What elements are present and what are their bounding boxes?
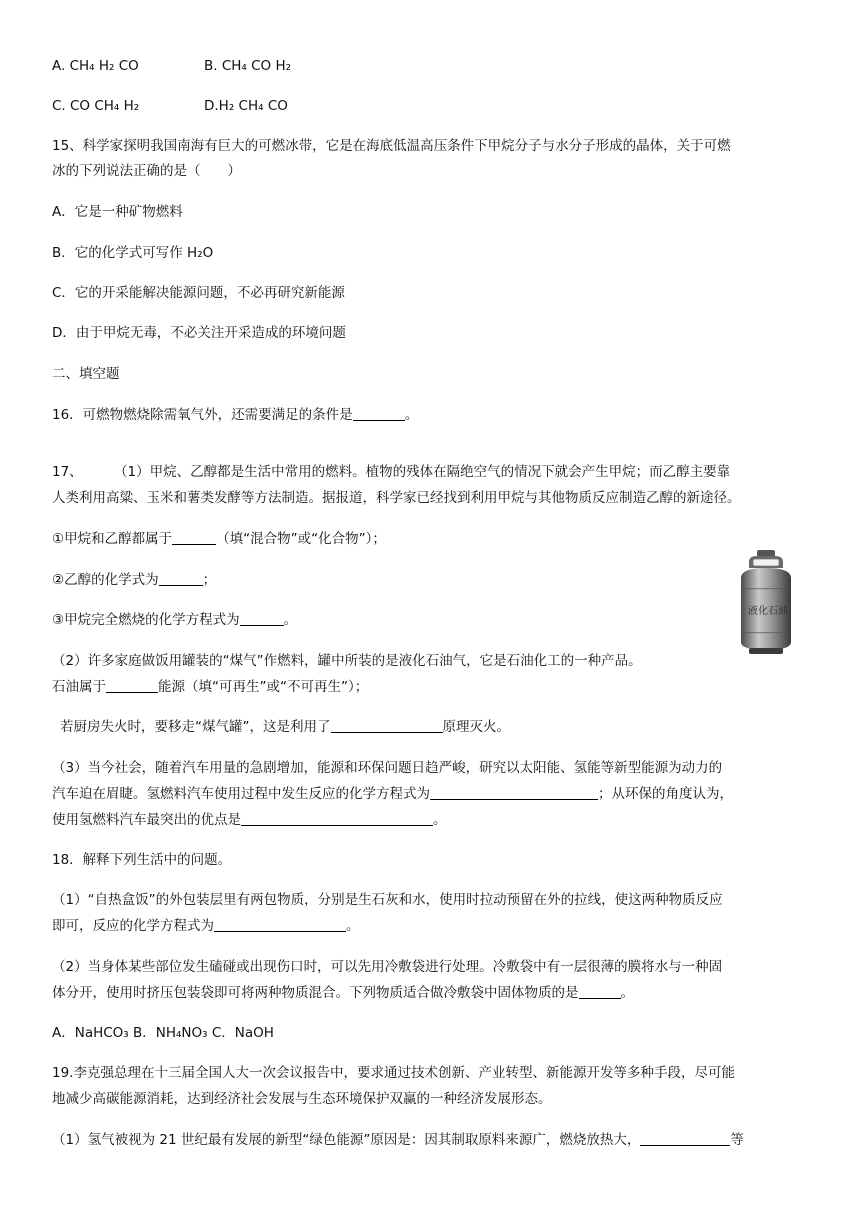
q17-p3-line-3: [52, 810, 447, 830]
q17-p3-line-2: [52, 784, 733, 804]
q15-stem-line-1: 15、科学家探明我国南海有巨大的可燃冰带，它是在海底低温高压条件下甲烷分子与水分子形成的晶体，关于可燃: [52, 138, 731, 154]
q19-stem-line-2: 地减少高碳能源消耗，达到经济社会发展与生态环境保护双赢的一种经济发展形态。: [52, 1091, 552, 1107]
q17-p2-blank-2[interactable]: [331, 718, 443, 733]
q16-text-end: 。: [404, 407, 419, 423]
q17-s3-text-end: 。: [283, 612, 298, 628]
q17-s2-text-end: ；: [202, 572, 217, 588]
q17-p2-line-3-text: 若厨房失火时，要移走“煤气罐”，这是利用了: [60, 719, 331, 735]
q17-p3-line-3-text-end: 。: [433, 812, 447, 828]
canister-label: 液化石油: [748, 606, 788, 617]
q14-options-row-1: [52, 56, 291, 76]
q18-p2-line-2-text: 体分开，使用时挤压包装袋即可将两种物质混合。下列物质适合做冷敷袋中固体物质的是: [52, 985, 579, 1001]
q17-s3-blank[interactable]: [240, 611, 284, 626]
q14-option-b: B. CH₄ CO H₂: [204, 58, 292, 74]
q19-p1: [52, 1130, 744, 1150]
q17-p2-line-3-text-end: 原理灭火。: [442, 719, 510, 735]
q14-option-d: D.H₂ CH₄ CO: [204, 98, 288, 114]
q17-p3-line-3-text: 使用氢燃料汽车最突出的优点是: [52, 812, 241, 828]
q18-p2-line-2: [52, 983, 634, 1003]
q19-p1-text-end: 等: [730, 1132, 744, 1148]
q14-options-row-2: [52, 96, 288, 116]
q19-p1-blank[interactable]: [640, 1131, 730, 1146]
q18-p1-line-2-text: 即可，反应的化学方程式为: [52, 918, 214, 934]
q17-p3-blank-2[interactable]: [241, 811, 433, 826]
q17-p3-blank-1[interactable]: [430, 785, 598, 800]
q18-p1-line-2: [52, 916, 360, 936]
q18-p1-line-1: （1）“自热盒饭”的外包装层里有两包物质，分别是生石灰和水，使用时拉动预留在外的拉线，使这两种物质反应: [52, 892, 723, 908]
q14-option-c: C. CO CH₄ H₂: [52, 98, 140, 114]
q17-s2-blank[interactable]: [159, 571, 203, 586]
q16: [52, 405, 418, 425]
q15-stem-line-2: 冰的下列说法正确的是（ ）: [52, 163, 241, 179]
q17-s2-text: ②乙醇的化学式为: [52, 572, 159, 588]
q17-p2-line-2-text: 石油属于: [52, 679, 106, 695]
section-title: 二、填空题: [52, 366, 120, 382]
q17-p1-text: （1）甲烷、乙醇都是生活中常用的燃料。植物的残体在隔绝空气的情况下就会产生甲烷；而乙醇主要靠: [114, 464, 731, 480]
q16-answer-blank[interactable]: [353, 406, 405, 421]
q18-p1-line-2-text-end: 。: [346, 918, 360, 934]
q15-option-d: D．由于甲烷无毒，不必关注开采造成的环境问题: [52, 325, 346, 341]
q15-option-c: C．它的开采能解决能源问题，不必再研究新能源: [52, 285, 345, 301]
q17-p2-line-2-text-end: 能源（填“可再生”或“不可再生”）；: [158, 679, 369, 695]
q17-p3-line-2-text: 汽车迫在眉睫。氢燃料汽车使用过程中发生反应的化学方程式为: [52, 786, 430, 802]
q18-stem: 18．解释下列生活中的问题。: [52, 852, 232, 868]
q17-p3-line-1: （3）当今社会，随着汽车用量的急剧增加，能源和环保问题日趋严峻，研究以太阳能、氢能等新型能源为动力的: [52, 760, 723, 776]
q15-option-b: B．它的化学式可写作 H₂O: [52, 245, 214, 261]
q17-p1-line-2: 人类利用高粱、玉米和薯类发酵等方法制造。据报道，科学家已经找到利用甲烷与其他物质反应制造乙醇的新途径。: [52, 490, 741, 506]
q17-s2: [52, 570, 216, 590]
q18-p1-blank[interactable]: [214, 917, 346, 932]
q18-p2-line-1: （2）当身体某些部位发生磕碰或出现伤口时，可以先用冷敷袋进行处理。冷敷袋中有一层很薄的膜将水与一种固: [52, 959, 723, 975]
q17-s1: [52, 529, 386, 549]
q19-stem-line-1: 19.李克强总理在十三届全国人大一次会议报告中，要求通过技术创新、产业转型、新能源开发等多种手段，尽可能: [52, 1065, 735, 1081]
q17-s1-text: ①甲烷和乙醇都属于: [52, 531, 173, 547]
q17-number: 17、: [52, 464, 83, 480]
q17-p3-line-2-text-end: ；从环保的角度认为，: [598, 786, 733, 802]
q17-p2-line-3: [60, 717, 510, 737]
q17-s1-blank[interactable]: [172, 530, 216, 545]
q16-text: 16．可燃物燃烧除需氧气外，还需要满足的条件是: [52, 407, 353, 423]
q17-p2-line-2: [52, 677, 368, 697]
q17-p2-blank-1[interactable]: [106, 678, 158, 693]
q18-options: A．NaHCO₃ B．NH₄NO₃ C．NaOH: [52, 1025, 274, 1041]
q15-option-a: A．它是一种矿物燃料: [52, 204, 183, 220]
q17-s1-text-end: （填“混合物”或“化合物”）；: [216, 531, 386, 547]
q17-s3: [52, 610, 297, 630]
q17-p1-line-1: [52, 462, 730, 482]
q17-p2-line-1: （2）许多家庭做饭用罐装的“煤气”作燃料，罐中所装的是液化石油气，它是石油化工的一种产品。: [52, 653, 642, 669]
gas-canister-image: [735, 548, 797, 656]
q18-p2-line-2-text-end: 。: [620, 985, 634, 1001]
q14-option-a: A. CH₄ H₂ CO: [52, 58, 139, 74]
q19-p1-text: （1）氢气被视为 21 世纪最有发展的新型“绿色能源”原因是：因其制取原料来源广，燃烧放热大，: [52, 1132, 641, 1148]
q18-p2-blank[interactable]: [579, 984, 621, 999]
q17-s3-text: ③甲烷完全燃烧的化学方程式为: [52, 612, 240, 628]
